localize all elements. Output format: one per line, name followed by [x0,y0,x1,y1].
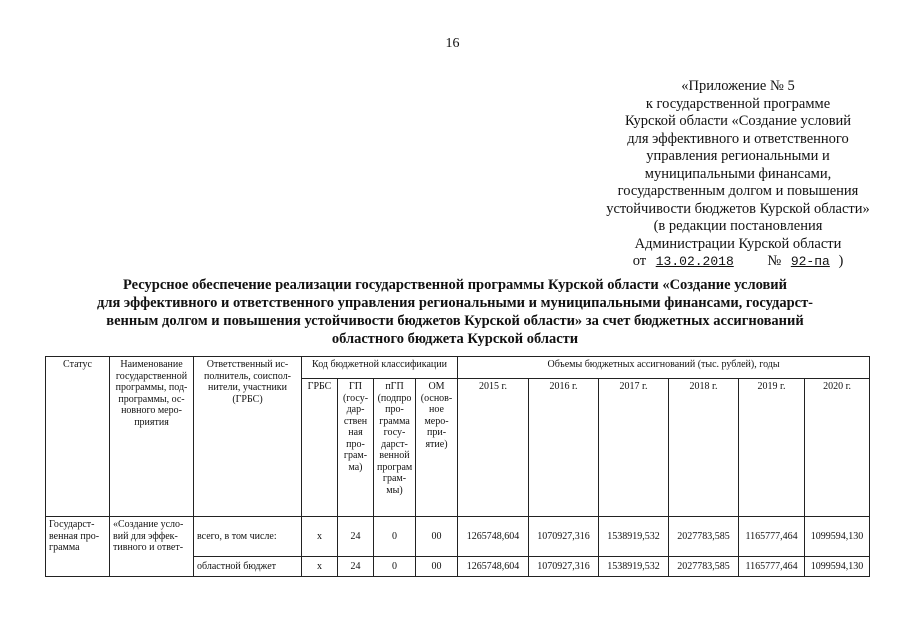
cell-om: 00 [416,517,458,557]
cell-gp: 24 [338,557,374,577]
header-year: 2016 г. [529,379,599,517]
appendix-line: устойчивости бюджетов Курской области» [606,200,870,217]
cell-value: 1538919,532 [599,517,669,557]
header-year: 2020 г. [805,379,870,517]
page-number: 16 [445,36,460,51]
cell-value: 1265748,604 [458,517,529,557]
cell-value: 2027783,585 [669,557,739,577]
header-executor: Ответственный ис-полнитель, соиспол-нители, участники (ГРБС) [194,357,302,517]
cell-om: 00 [416,557,458,577]
header-pgp: пГП (подпро про-грамма госу-дарст-венной програм грам-мы) [374,379,416,517]
table-header-row [46,357,870,379]
cell-gp: 24 [338,517,374,557]
appendix-date-line [588,253,888,271]
appendix-line: муниципальными финансами, [644,165,832,182]
cell-program-name: «Создание усло-вий для эффек-тивного и ответ- [110,517,194,577]
cell-executor: областной бюджет [194,557,302,577]
header-year: 2015 г. [458,379,529,517]
cell-pgp: 0 [374,557,416,577]
cell-value: 1070927,316 [529,517,599,557]
cell-value: 2027783,585 [669,517,739,557]
cell-value: 1165777,464 [739,557,805,577]
appendix-line: к государственной программе [645,95,831,112]
header-name: Наименование государственной программы, под-программы, ос-новного меро-приятия [110,357,194,517]
cell-value: 1099594,130 [805,557,870,577]
budget-table [45,356,870,577]
decree-number: 92-па [790,254,830,269]
header-om: ОМ (основ-ное меро-при-ятие) [416,379,458,517]
header-grbs: ГРБС [302,379,338,517]
decree-date: 13.02.2018 [655,254,734,269]
appendix-line: «Приложение № 5 [681,78,795,94]
title-line: венным долгом и повышения устойчивости бюджетов Курской области» за счет бюджетных ассигнований [106,313,804,329]
cell-value: 1165777,464 [739,517,805,557]
cell-grbs: х [302,517,338,557]
appendix-line: Администрации Курской области [634,235,842,252]
header-status: Статус [46,357,110,517]
appendix-line: Курской области «Создание условий [624,113,852,129]
cell-value: 1099594,130 [805,517,870,557]
cell-value: 1265748,604 [458,557,529,577]
title-line: Ресурсное обеспечение реализации государственной программы Курской области «Создание условий [122,277,788,293]
appendix-line: для эффективного и ответственного [627,130,849,147]
cell-grbs: х [302,557,338,577]
number-sign: № [767,253,782,269]
header-year: 2019 г. [739,379,805,517]
appendix-block [588,78,888,271]
cell-executor: всего, в том числе: [194,517,302,557]
title-line: для эффективного и ответственного управления региональными и муниципальными финансами, государст- [96,295,814,311]
appendix-line: управления региональными и [646,148,830,164]
header-gp: ГП (госу-дар-ствен ная про-грам-ма) [338,379,374,517]
appendix-line: государственным долгом и повышения [617,183,859,199]
cell-status: Государст-венная про-грамма [46,517,110,577]
header-volumes-group: Объемы бюджетных ассигнований (тыс. рублей), годы [458,357,870,379]
cell-pgp: 0 [374,517,416,557]
cell-value: 1070927,316 [529,557,599,577]
document-title [60,276,850,348]
cell-value: 1538919,532 [599,557,669,577]
table-row [46,517,870,557]
header-year: 2018 г. [669,379,739,517]
title-line: областного бюджета Курской области [331,331,579,347]
closing-paren: ) [838,253,844,269]
from-prefix: от [632,253,647,269]
header-year: 2017 г. [599,379,669,517]
header-code-group: Код бюджетной классификации [302,357,458,379]
appendix-line: (в редакции постановления [653,218,823,234]
